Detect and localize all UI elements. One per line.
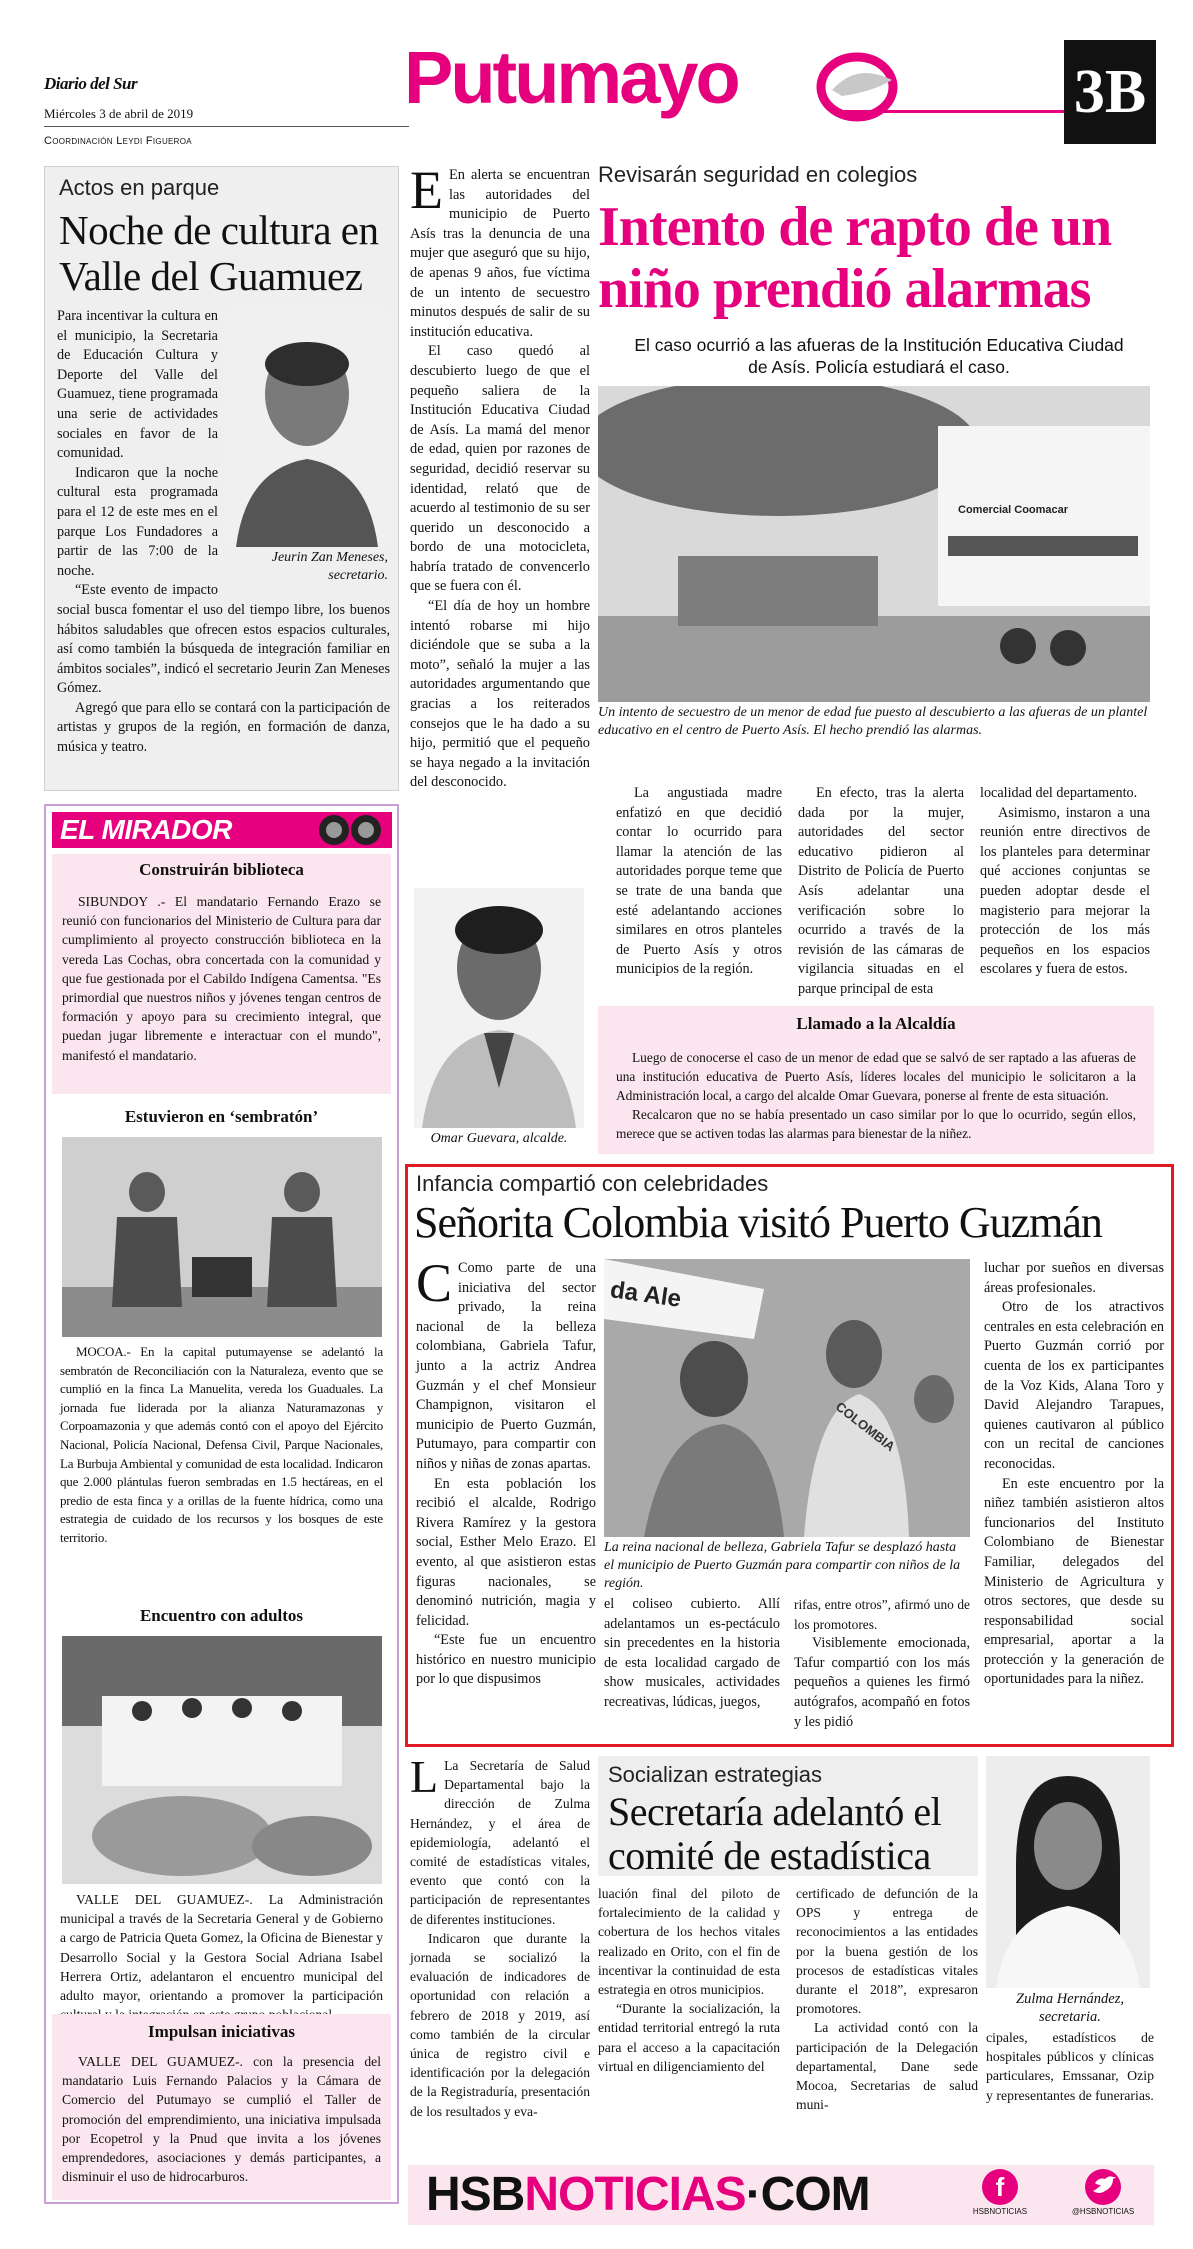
portrait-illustration	[414, 888, 584, 1128]
store-sign: Comercial Coomacar	[958, 504, 1069, 516]
article-body	[410, 160, 590, 793]
box-paragraph: Recalcaron que no se había presentado un caso similar por lo que lo ocurrido, según ellos, merece que se activen todas las alarmas para bienestar de la niñez.	[616, 1107, 1136, 1141]
paragraph: luchar por sueños en diversas áreas profesionales.	[984, 1260, 1164, 1296]
paragraph	[416, 1253, 596, 1475]
mirador-heading: Estuvieron en ‘sembratón’	[124, 1107, 319, 1126]
drop-cap: L	[410, 1751, 439, 1802]
page-number-box	[1064, 40, 1156, 144]
photo-caption: Omar Guevara, alcalde.	[430, 1131, 568, 1146]
facebook-handle: HSBNOTICIAS	[972, 2207, 1028, 2216]
paragraph: Agregó que para ello se contará con la participación de artistas y grupos de la región, en formación de danza, música y teatro.	[57, 699, 390, 756]
jeurin-portrait	[226, 309, 388, 547]
rapto-col-1: La angustiada madre enfatizó en que decidió contar lo ocurrido para llamar la atención de las autoridades porque teme que se trate de una banda que esté adelantando acciones similares en otros planteles de Puerto Asís y otros municipios de la región.	[616, 785, 782, 978]
street-scene-illustration	[598, 386, 1150, 702]
zulma-photo	[986, 1756, 1154, 2105]
paragraph: En esta población los recibió el alcalde, Rodrigo Rivera Ramírez y la gestora social, Esther Melo Erazo. El evento, al que asistieron estas figuras nacionales, se denominó nutrición, magia y felicidad.	[416, 1475, 596, 1629]
footer-brand	[426, 2169, 870, 2221]
brand-noticias: NOTICIAS	[524, 2168, 746, 2221]
paragraph: En este encuentro por la niñez también asistieron altos funcionarios del Instituto Colombiano de Bienestar Familiar, delegados del Ministerio de Agricultura y otros sectores, que desde su responsabilidad social empresarial, aportar a la protección y la generación de oportunidades para la niñez.	[984, 1475, 1164, 1688]
box-heading: Llamado a la Alcaldía	[796, 1014, 956, 1033]
article-kicker: Actos en parque	[59, 175, 220, 200]
banner-text: da Ale	[608, 1276, 683, 1313]
masthead	[44, 38, 1154, 156]
article-headline: Señorita Colombia visitó Puerto Guzmán	[414, 1198, 1102, 1247]
article-headline: Noche de cultura en Valle del Guamuez	[59, 207, 379, 299]
mirador-logo	[52, 812, 392, 852]
mirador-text: VALLE DEL GUAMUEZ-. La Administración municipal a través de la Secretaria General y de Gobierno a cargo de Patricia Queta Gomez, la Oficina de Bienestar y Desarrollo Social y la Gestora Social Adriana Isabel Herrera Ortiz, adelantaron el encuentro municipal del adulto mayor, orientando a promover la participación	[60, 1892, 383, 2004]
sembraton-photo	[62, 1137, 382, 1337]
article-estadistica	[410, 1751, 1154, 2156]
estadistica-col-3: cipales, estadísticos de hospitales públicos y clínicas particulares, Emssanar, Ozip y representantes de funerarias.	[986, 2030, 1154, 2103]
paragraph: “El día de hoy un hombre intentó robarse mi hijo diciéndole que se suba a la moto”, señaló la mujer a las autoridades argumentando que gracias a los reiterados consejos que le ha dado a su hijo, permitió que el pequeño se haya negado a la invitación del desconocido.	[410, 598, 590, 791]
adultos-photo	[62, 1636, 382, 1884]
paragraph: El caso quedó al descubierto luego de que el pequeño saliera de la Institución Educativa Ciudad de Asís. La mamá del menor de edad, quien por razones de seguridad, decidió reservar su identidad, relató que de acuerdo al testimonio de su ser querido un desconocido a bordo de una motocicleta, habría tratado de convencerlo que se fuera con él.	[410, 343, 590, 595]
brand-com: ·COM	[745, 2168, 870, 2221]
issue-date: Miércoles 3 de abril de 2019	[44, 106, 194, 121]
estadistica-head-box	[598, 1756, 978, 1876]
article-deck: El caso ocurrió a las afueras de la Institución Educativa Ciudad de Asís. Policía estudiará el caso.	[634, 335, 1124, 377]
paragraph: rifas, entre otros”, afirmó uno de los promotores.	[794, 1597, 970, 1632]
rapto-col-2: En efecto, tras la alerta dada por la mujer, autoridades del sector educativo pidieron al Distrito de Policía de Puerto Asís adelantar una verificación sobre lo ocurrido a través de la revisión de las cámaras de vigilancia situadas en el parque principal de esta	[798, 785, 964, 997]
paragraph: La actividad contó con la participación de la Delegación departamental, Dane sede Mocoa, Secretarias de salud muni-	[796, 2020, 978, 2113]
estadistica-intro	[410, 1751, 590, 2121]
twitter-icon	[1085, 2169, 1121, 2205]
estadistica-col-2	[796, 1884, 978, 2114]
brand-hsb: HSB	[426, 2168, 525, 2221]
rapto-col-3	[980, 784, 1150, 980]
paragraph: “Este fue un encuentro histórico en nuestro municipio por lo que dispusimos	[416, 1632, 596, 1688]
article-kicker: Infancia compartió con celebridades	[416, 1171, 769, 1196]
mirador-logo-text: EL MIRADOR	[60, 814, 232, 845]
mirador-item-biblioteca	[52, 854, 391, 1094]
mirador-heading: Construirán biblioteca	[139, 860, 304, 879]
article-senorita-colombia	[405, 1164, 1174, 1747]
header-rule	[44, 126, 409, 127]
mirador-item-adultos	[52, 1606, 391, 2024]
drop-cap: C	[416, 1253, 453, 1313]
paragraph	[410, 1751, 590, 1929]
omar-portrait	[414, 888, 584, 1128]
mirador-text: VALLE DEL GUAMUEZ-. con la presencia del mandatario Luis Fernando Palacios y la Cámara de Comercio del Putumayo se cumplió el Taller de promoción del emprendimiento, una iniciativa impulsada por Ecopetrol y la Pnud que invita a los jóvenes emprendedores, asociaciones y demás participantes, a disminuir el uso de hidrocarburos.	[62, 2054, 381, 2185]
article-headline: Intento de rapto de un niño prendió alarmas	[598, 196, 1112, 320]
article-rapto	[598, 160, 1154, 1160]
article-alerta	[410, 160, 590, 1161]
coordination-credit: Coordinación Leydi Figueroa	[44, 135, 192, 147]
footer-banner	[408, 2165, 1154, 2225]
paragraph: Para incentivar la cultura en el municipio, la Secretaria de Educación Cultura y Deporte del Valle del Guamuez, tiene programada una serie de actividades sociales en favor de la comunidad.	[57, 308, 218, 462]
box-paragraph: Luego de conocerse el caso de un menor de edad que se salvó de ser raptado a las afueras de una institución educativa de Puerto Asís, líderes locales del municipio le solicitaron a la Administración local, a cargo del alcalde Omar Guevara, ponerse al frente de esta situación.	[616, 1050, 1136, 1103]
photo-caption: Zulma Hernández, secretaria.	[1016, 1991, 1124, 2025]
article-headline: Secretaría adelantó el comité de estadística	[608, 1789, 942, 1878]
sash-text: COLOMBIA	[832, 1398, 898, 1455]
paragraph: Indicaron que la noche cultural esta programada para el 12 de este mes en el parque Los Fundadores a partir de las 7:00 de la noche.	[57, 464, 218, 579]
mirador-item-sembraton	[52, 1101, 391, 1548]
twitter-handle: @HSBNOTICIAS	[1071, 2207, 1135, 2216]
zulma-portrait	[986, 1756, 1150, 1988]
mirador-heading: Impulsan iniciativas	[148, 2022, 295, 2041]
article-kicker: Socializan estrategias	[608, 1762, 823, 1787]
guzman-col-1	[416, 1253, 596, 1690]
mirador-item-iniciativas	[52, 2014, 391, 2200]
photo-caption: Jeurin Zan Meneses, secretario.	[271, 550, 388, 583]
pink-rule	[834, 110, 1064, 113]
paragraph-text: Como parte de una iniciativa del sector privado, la reina nacional de la belleza colombiana, Gabriela Tafur, junto a la actriz Andrea Guzmán y el chef Monsieur Champignon, visitaron el municipio de Puerto Guzmán, Putumayo, para compartir con niños y niñas de zonas apartas.	[416, 1260, 596, 1472]
facebook-link[interactable]	[960, 2169, 1040, 2216]
drop-cap: E	[410, 160, 443, 220]
article-noche-cultura	[44, 166, 399, 791]
photo-caption: La reina nacional de belleza, Gabriela Tafur se desplazó hasta el municipio de Puerto Guzmán para compartir con niños de la región.	[604, 1540, 961, 1591]
el-mirador-box	[44, 804, 399, 2204]
portrait-illustration	[986, 1756, 1150, 1988]
guzman-col-3	[794, 1595, 970, 1732]
portrait-illustration	[226, 309, 388, 547]
photo-caption: Un intento de secuestro de un menor de edad fue puesto al descubierto a las afueras de un plantel educativo en el centro de Puerto Asís. El hecho prendió las alarmas.	[598, 705, 1148, 738]
bird-glyph	[1085, 2169, 1121, 2205]
paragraph: Otro de los atractivos centrales en esta celebración en Puerto Guzmán corrió por cuenta de los ex participantes de la Voz Kids, Alana Toro y David Alejandro Tarapues, quienes cautivaron al público con un recital de canciones reconocidas.	[984, 1299, 1164, 1472]
paragraph: Asimismo, instaron a una reunión entre directivos de los planteles para determinar qué acciones conjuntas se pueden adoptar desde el magisterio para mejorar la protección de los más pequeños en los espacios escolares y fuera de estos.	[980, 804, 1150, 978]
estadistica-col-1	[598, 1884, 780, 2076]
reina-photo	[604, 1259, 970, 1537]
paragraph: “Este evento de impacto social busca fomentar el uso del tiempo libre, los buenos hábitos saludables que ofrecen estos espacios culturales, así como también la búsqueda de integración familiar en ámbitos sociales”, indicó el secretario Jeurin Zan Meneses Gómez.	[57, 582, 390, 697]
section-title: Putumayo	[404, 36, 738, 119]
mirador-text: MOCOA.- En la capital putumayense se adelantó la sembratón de Reconciliación con la Naturaleza, evento que se cumplió en la finca La Manuelita, vereda los Guaduales. La jornada fue liderada por la alianza Naturamazonas y Corpoamazonia y que además contó con el apoyo del Ejército Nacional, Policía Nacional, Defensa Civil, Parque Nacionales, La Burbuja Ambiental y comunidad de esta localidad. Indicaron que 2.000 plántulas fueron sembradas en 1.5 hectáreas, en el predio de esta finca y a orillas de la fuente hídrica, como una estrategia de cuidado de los recursos y los bosques de este territorio.	[60, 1344, 383, 1545]
paragraph: Indicaron que durante la jornada se socializó la evaluación de indicadores de oportunidad con relación a febrero de 2018 y 2019, así como también de la circular única de registro civil e identificación por la delegación de la Registraduría, presentación de los resultados y eva-	[410, 1930, 590, 2119]
guzman-col-4	[984, 1259, 1164, 1690]
article-kicker: Revisarán seguridad en colegios	[598, 162, 918, 187]
event-illustration	[62, 1636, 382, 1884]
paper-name: Diario del Sur	[44, 74, 138, 93]
twitter-link[interactable]	[1058, 2169, 1148, 2216]
jeurin-photo	[226, 309, 388, 585]
guzman-col-2: el coliseo cubierto. Allí adelantamos un es-pectáculo sin precedentes en la historia de esta localidad cargado de show musicales, actividades recreativas, lúdicas, juegos,	[604, 1596, 780, 1710]
paragraph: Visiblemente emocionada, Tafur compartió con los más pequeños a quienes les firmó autógrafos, acompañó en fotos y les pidió	[794, 1635, 970, 1730]
school-photo	[598, 386, 1150, 702]
paragraph	[410, 160, 590, 342]
paragraph: localidad del departamento.	[980, 785, 1138, 801]
facebook-icon: f	[982, 2169, 1018, 2205]
binoculars-icon	[314, 812, 386, 848]
soldiers-planting-illustration	[62, 1137, 382, 1337]
paragraph-text: La Secretaría de Salud Departamental bajo la dirección de Zulma Hernández, y el área de epidemiología, adelantó el comité de estadísticas vitales, evento que contó con la participación de representantes de diferentes instituciones.	[410, 1758, 590, 1927]
paragraph: certificado de defunción de la OPS y entrega de reconocimientos a las entidades por la buena gestión de los procesos de estadísticas vitales durante el 2018”, expresaron promotores.	[796, 1886, 978, 2017]
paragraph-text: En alerta se encuentran las autoridades del municipio de Puerto Asís tras la denuncia de una mujer que aseguró que su hijo, de apenas 9 años, fue víctima de un intento de secuestro minutos después de salir de su institución educativa.	[410, 167, 590, 340]
page-number: 3B	[1073, 58, 1147, 126]
paragraph: luación final del piloto de fortalecimiento de la calidad y cobertura de los hechos vitales realizado en Orito, con el fin de incentivar la continuidad de esta estrategia en otros municipios.	[598, 1886, 780, 1998]
omar-photo	[414, 888, 584, 1148]
paragraph: “Durante la socialización, la entidad territorial entregó la ruta para el acceso a la capacitación virtual en diligenciamiento del	[598, 2001, 780, 2074]
mirador-heading: Encuentro con adultos	[139, 1606, 304, 1625]
llamado-alcaldia-box	[598, 1006, 1154, 1154]
mirador-text: SIBUNDOY .- El mandatario Fernando Erazo se reunió con funcionarios del Ministerio de Cultura para dar cumplimiento al proyecto construcción biblioteca en la vereda Las Cochas, obra concertada con la comunidad y que fue gestionada por el Cabildo Indígena Camentsa. "Es primordial que nuestros niños y jóvenes tengan centros de formación y apoyo para su crecimiento integral, que puedan jugar libremente e interactuar con el mundo", manifestó el mandatario.	[62, 894, 381, 1063]
